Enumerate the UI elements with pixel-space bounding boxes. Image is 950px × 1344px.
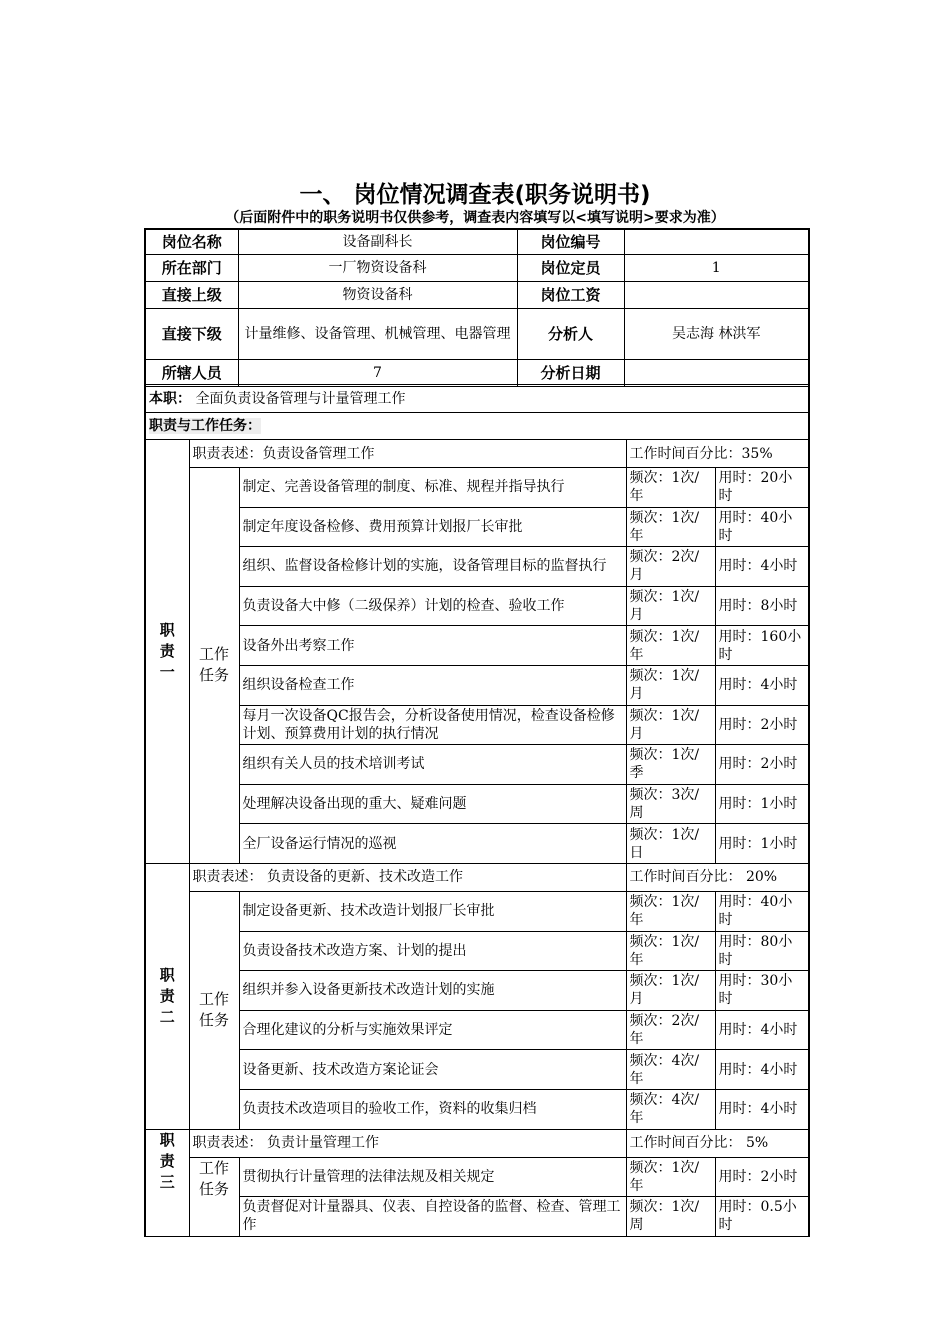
task-text: 负责设备大中修（二级保养）计划的检查、验收工作	[239, 586, 626, 626]
task-time: 用时：4小时	[715, 1050, 809, 1090]
header-row	[145, 254, 809, 281]
task-row	[145, 784, 809, 824]
field-label: 岗位定员	[517, 254, 624, 281]
task-time: 用时：2小时	[715, 1157, 809, 1197]
task-text: 组织、监督设备检修计划的实施，设备管理目标的监督执行	[239, 547, 626, 587]
task-frequency: 频次：3次/周	[626, 784, 715, 824]
task-time: 用时：40小时	[715, 507, 809, 547]
field-label: 岗位工资	[517, 281, 624, 308]
task-time: 用时：1小时	[715, 824, 809, 864]
task-text: 处理解决设备出现的重大、疑难问题	[239, 784, 626, 824]
duty-name: 职 责 二	[145, 863, 189, 1129]
task-text: 制定年度设备检修、费用预算计划报厂长审批	[239, 507, 626, 547]
field-value: 物资设备科	[238, 281, 517, 308]
task-row	[145, 626, 809, 666]
benzhi-row	[145, 385, 809, 413]
task-label: 工作 任务	[189, 1157, 239, 1236]
task-row	[145, 1089, 809, 1129]
task-frequency: 频次：1次/年	[626, 507, 715, 547]
task-label: 工作 任务	[189, 468, 239, 864]
task-frequency: 频次：4次/年	[626, 1050, 715, 1090]
task-time: 用时：40小时	[715, 891, 809, 931]
task-row	[145, 586, 809, 626]
task-row	[145, 468, 809, 508]
task-time: 用时：2小时	[715, 745, 809, 785]
task-time: 用时：160小时	[715, 626, 809, 666]
task-time: 用时：1小时	[715, 784, 809, 824]
field-value: 7	[238, 359, 517, 386]
task-text: 制定设备更新、技术改造计划报厂长审批	[239, 891, 626, 931]
field-value: 计量维修、设备管理、机械管理、电器管理	[238, 308, 517, 359]
field-value: 吴志海 林洪军	[624, 308, 809, 359]
page-subtitle: （后面附件中的职务说明书仅供参考，调查表内容填写以<填写说明>要求为准）	[225, 210, 725, 226]
field-label: 岗位名称	[145, 229, 238, 254]
task-text: 负责技术改造项目的验收工作，资料的收集归档	[239, 1089, 626, 1129]
task-time: 用时：0.5小时	[715, 1197, 809, 1237]
task-text: 组织有关人员的技术培训考试	[239, 745, 626, 785]
field-label: 分析人	[517, 308, 624, 359]
field-label: 直接下级	[145, 308, 238, 359]
task-row	[145, 507, 809, 547]
duty-time-percent: 工作时间百分比：35%	[626, 440, 809, 468]
task-frequency: 频次：1次/月	[626, 665, 715, 705]
duties-header-row	[145, 413, 809, 440]
field-value	[624, 229, 809, 254]
task-time: 用时：2小时	[715, 705, 809, 745]
field-value	[624, 359, 809, 386]
task-frequency: 频次：4次/年	[626, 1089, 715, 1129]
duty-statement: 职责表述：负责设备管理工作	[189, 440, 626, 468]
duty-time-percent: 工作时间百分比： 5%	[626, 1129, 809, 1157]
duty-time-percent: 工作时间百分比： 20%	[626, 863, 809, 891]
task-row	[145, 745, 809, 785]
task-frequency: 频次：1次/日	[626, 824, 715, 864]
field-value: 1	[624, 254, 809, 281]
field-value	[624, 281, 809, 308]
field-label: 岗位编号	[517, 229, 624, 254]
duty-statement-row	[145, 440, 809, 468]
task-text: 贯彻执行计量管理的法律法规及相关规定	[239, 1157, 626, 1197]
task-row	[145, 1157, 809, 1197]
task-frequency: 频次：1次/年	[626, 891, 715, 931]
task-text: 制定、完善设备管理的制度、标准、规程并指导执行	[239, 468, 626, 508]
duty-statement: 职责表述： 负责计量管理工作	[189, 1129, 626, 1157]
field-label: 直接上级	[145, 281, 238, 308]
task-frequency: 频次：1次/月	[626, 705, 715, 745]
task-text: 组织并参入设备更新技术改造计划的实施	[239, 971, 626, 1011]
task-row	[145, 705, 809, 745]
header-row	[145, 308, 809, 359]
task-row	[145, 547, 809, 587]
task-time: 用时：4小时	[715, 1089, 809, 1129]
task-time: 用时：30小时	[715, 971, 809, 1011]
task-time: 用时：4小时	[715, 1010, 809, 1050]
task-row	[145, 1010, 809, 1050]
task-time: 用时：80小时	[715, 931, 809, 971]
task-frequency: 频次：2次/年	[626, 1010, 715, 1050]
task-frequency: 频次：1次/周	[626, 1197, 715, 1237]
task-text: 负责督促对计量器具、仪表、自控设备的监督、检查、管理工作	[239, 1197, 626, 1237]
task-row	[145, 971, 809, 1011]
benzhi-text: 全面负责设备管理与计量管理工作	[195, 390, 406, 407]
task-frequency: 频次：1次/月	[626, 586, 715, 626]
field-label: 分析日期	[517, 359, 624, 386]
task-frequency: 频次：1次/月	[626, 971, 715, 1011]
task-text: 全厂设备运行情况的巡视	[239, 824, 626, 864]
task-time: 用时：8小时	[715, 586, 809, 626]
task-row	[145, 1050, 809, 1090]
task-frequency: 频次：1次/季	[626, 745, 715, 785]
task-text: 负责设备技术改造方案、计划的提出	[239, 931, 626, 971]
task-row	[145, 665, 809, 705]
page-title: 一、 岗位情况调查表(职务说明书)	[299, 182, 651, 208]
task-text: 设备外出考察工作	[239, 626, 626, 666]
duty-statement-row	[145, 1129, 809, 1157]
duty-name: 职 责 一	[145, 440, 189, 864]
task-text: 设备更新、技术改造方案论证会	[239, 1050, 626, 1090]
header-table	[144, 228, 810, 387]
task-time: 用时：4小时	[715, 547, 809, 587]
duty-statement-row	[145, 863, 809, 891]
field-value: 一厂物资设备科	[238, 254, 517, 281]
field-label: 所在部门	[145, 254, 238, 281]
task-text: 合理化建议的分析与实施效果评定	[239, 1010, 626, 1050]
task-time: 用时：20小时	[715, 468, 809, 508]
duty-statement: 职责表述： 负责设备的更新、技术改造工作	[189, 863, 626, 891]
duties-header: 职责与工作任务：	[149, 418, 261, 434]
task-frequency: 频次：1次/年	[626, 931, 715, 971]
task-row	[145, 1197, 809, 1237]
task-time: 用时：4小时	[715, 665, 809, 705]
duties-table	[144, 384, 810, 1237]
task-frequency: 频次：1次/年	[626, 626, 715, 666]
task-text: 每月一次设备QC报告会，分析设备使用情况，检查设备检修计划、预算费用计划的执行情况	[239, 705, 626, 745]
task-row	[145, 931, 809, 971]
task-text: 组织设备检查工作	[239, 665, 626, 705]
task-row	[145, 891, 809, 931]
task-row	[145, 824, 809, 864]
header-row	[145, 359, 809, 386]
task-frequency: 频次：2次/月	[626, 547, 715, 587]
duty-name: 职 责 三	[145, 1129, 189, 1236]
benzhi-label: 本职：	[149, 390, 191, 407]
header-row	[145, 229, 809, 254]
field-label: 所辖人员	[145, 359, 238, 386]
task-label: 工作 任务	[189, 891, 239, 1129]
task-frequency: 频次：1次/年	[626, 468, 715, 508]
field-value: 设备副科长	[238, 229, 517, 254]
header-row	[145, 281, 809, 308]
task-frequency: 频次：1次/年	[626, 1157, 715, 1197]
